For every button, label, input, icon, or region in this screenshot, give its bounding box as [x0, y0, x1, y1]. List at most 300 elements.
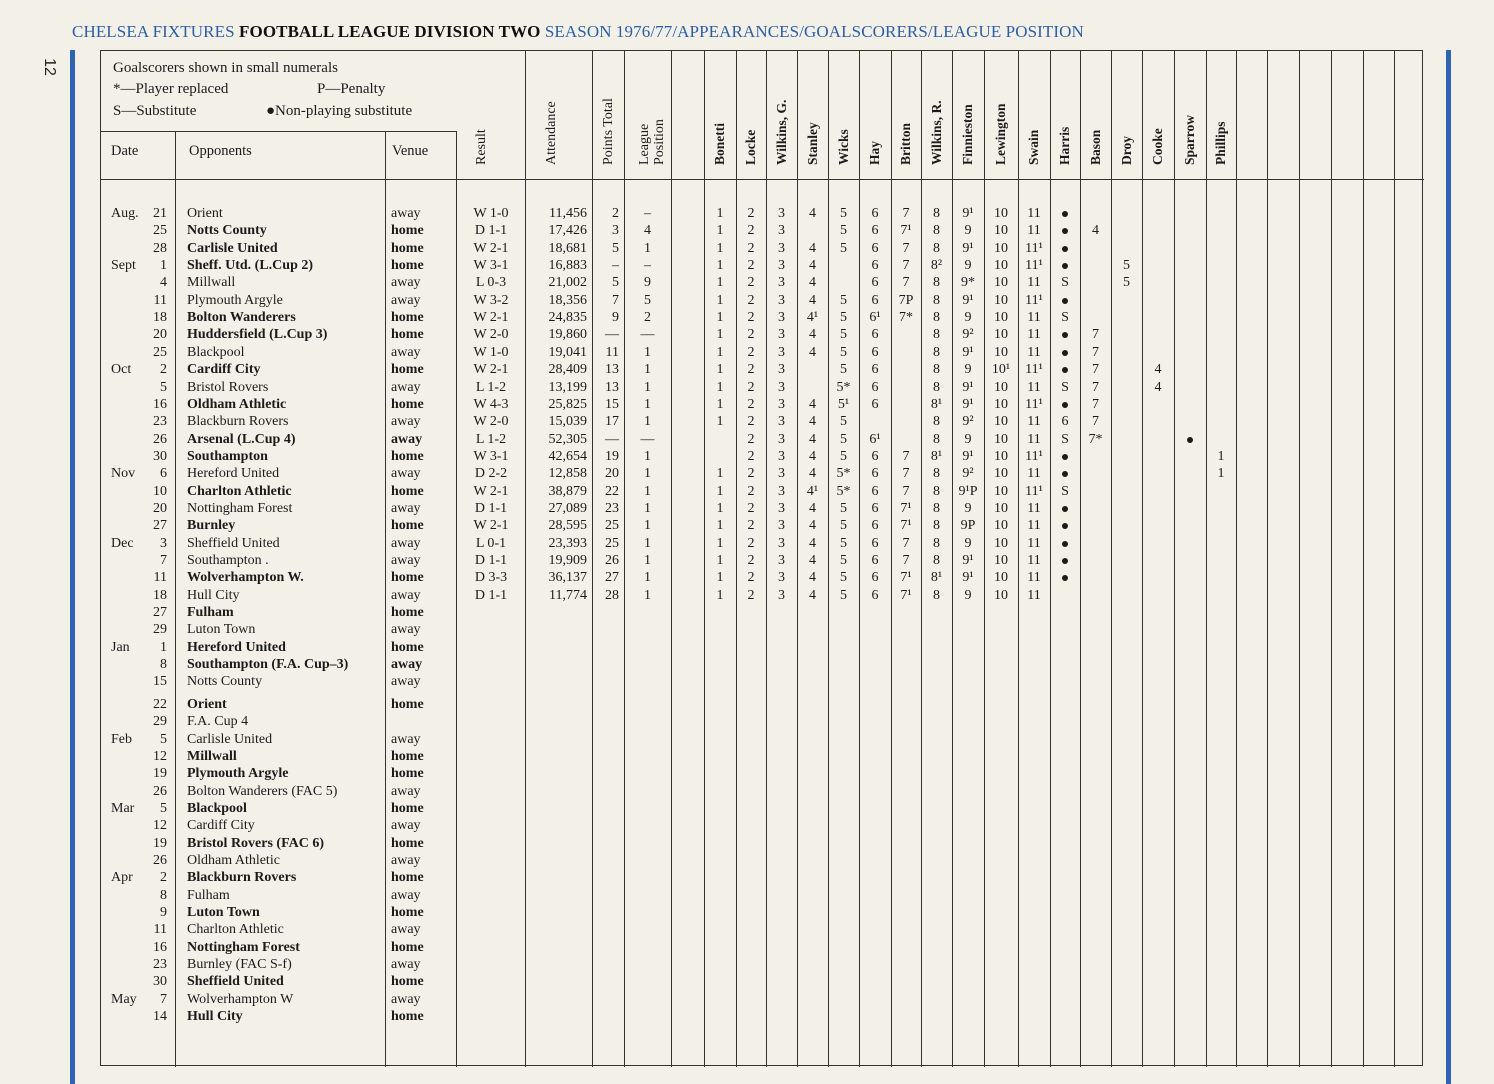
- grid-vertical-line: [1111, 51, 1112, 1067]
- player-appearance: 2: [747, 345, 755, 360]
- player-appearance: [1050, 205, 1080, 222]
- result: W 1-0: [473, 345, 509, 360]
- player-appearance: 9¹: [962, 206, 974, 221]
- points-total: 11: [605, 345, 619, 360]
- player-appearance: 2: [747, 241, 755, 256]
- player-appearance: 5*: [836, 484, 851, 499]
- player-appearance: 2: [747, 293, 755, 308]
- player-appearance: 11: [1027, 345, 1041, 360]
- player-appearance: 3: [778, 414, 785, 429]
- league-position: 5: [644, 293, 651, 308]
- result: W 2-0: [473, 414, 509, 429]
- venue: home: [391, 697, 424, 712]
- attendance: 18,356: [548, 293, 587, 308]
- league-position: 1: [644, 570, 651, 585]
- player-appearance: 11: [1027, 466, 1041, 481]
- player-appearance: 3: [778, 327, 785, 342]
- column-header-player: Bonetti: [712, 123, 727, 165]
- venue: away: [391, 853, 421, 868]
- league-position: —: [640, 327, 655, 342]
- player-appearance: 4: [809, 432, 816, 447]
- player-appearance: 6: [871, 206, 879, 221]
- column-header-player: Swain: [1026, 129, 1041, 165]
- player-appearance: 4: [1092, 223, 1099, 238]
- player-appearance: 3: [778, 241, 785, 256]
- player-appearance: 11: [1027, 536, 1041, 551]
- title-part-fixtures: CHELSEA FIXTURES: [72, 22, 235, 41]
- grid-vertical-line: [1299, 51, 1300, 1067]
- opponent-name: Blackburn Rovers: [187, 870, 297, 885]
- grid-horizontal-line: [101, 131, 456, 132]
- date-day: 3: [160, 536, 167, 551]
- player-appearance: 1: [716, 327, 724, 342]
- player-appearance: [1050, 535, 1080, 552]
- venue: away: [391, 657, 423, 672]
- player-appearance: 6¹: [869, 432, 881, 447]
- player-appearance: 7¹: [900, 588, 912, 603]
- date-day: 10: [153, 484, 167, 499]
- player-appearance: 9¹: [962, 345, 974, 360]
- player-appearance: 5: [840, 345, 847, 360]
- player-appearance: 9¹: [962, 570, 974, 585]
- points-total: 13: [605, 362, 619, 377]
- player-appearance: 8¹: [930, 570, 943, 585]
- player-appearance: 1: [716, 380, 724, 395]
- non-playing-dot-icon: [1062, 523, 1068, 529]
- points-total: 19: [605, 449, 619, 464]
- player-appearance: 3: [778, 310, 785, 325]
- attendance: 19,860: [548, 327, 587, 342]
- player-appearance: 9¹: [962, 397, 974, 412]
- league-position: 1: [644, 362, 651, 377]
- non-playing-dot-icon: [1062, 263, 1068, 269]
- venue: home: [391, 258, 424, 273]
- non-playing-dot-icon: [1062, 246, 1068, 252]
- player-appearance: 10: [994, 588, 1008, 603]
- player-appearance: 10: [994, 345, 1008, 360]
- opponent-name: Hull City: [187, 588, 240, 603]
- player-appearance: 5: [1123, 258, 1130, 273]
- player-appearance: 1: [716, 570, 724, 585]
- player-appearance: 6: [871, 223, 879, 238]
- player-appearance: [1050, 257, 1080, 274]
- venue: away: [391, 992, 421, 1007]
- date-day: 8: [160, 888, 167, 903]
- points-total: 27: [605, 570, 619, 585]
- date-day: 7: [160, 553, 167, 568]
- player-appearance: [1050, 552, 1080, 569]
- venue: home: [391, 870, 424, 885]
- date-day: 18: [153, 588, 167, 603]
- opponent-name: Huddersfield (L.Cup 3): [187, 327, 328, 342]
- opponent-name: Orient: [187, 206, 223, 221]
- result: W 3-2: [473, 293, 509, 308]
- non-playing-dot-icon: [1187, 437, 1193, 443]
- opponent-name: F.A. Cup 4: [187, 714, 249, 729]
- player-appearance: 7: [902, 466, 910, 481]
- league-position: –: [644, 206, 651, 221]
- venue: away: [391, 553, 421, 568]
- grid-vertical-line: [1142, 51, 1143, 1067]
- player-appearance: 5: [840, 206, 847, 221]
- player-appearance: 2: [747, 310, 755, 325]
- player-appearance: 5: [840, 518, 847, 533]
- points-total: —: [605, 432, 619, 447]
- attendance: 11,774: [549, 588, 587, 603]
- player-appearance: [1050, 292, 1080, 309]
- league-position: 1: [644, 466, 651, 481]
- date-day: 23: [153, 414, 167, 429]
- date-day: 20: [153, 501, 167, 516]
- date-month: Feb: [111, 732, 132, 747]
- venue: home: [391, 397, 424, 412]
- player-appearance: 11¹: [1025, 362, 1043, 377]
- date-day: 15: [153, 674, 167, 689]
- player-appearance: 4: [809, 293, 816, 308]
- player-appearance: 5: [840, 536, 847, 551]
- opponent-name: Hull City: [187, 1009, 243, 1024]
- player-appearance: 8: [933, 501, 940, 516]
- player-appearance: 6: [871, 241, 879, 256]
- player-appearance: 1: [716, 275, 724, 290]
- points-total: 25: [605, 536, 619, 551]
- opponent-name: Cardiff City: [187, 818, 255, 833]
- player-appearance: 3: [778, 223, 785, 238]
- column-header-points-total: Points Total: [601, 98, 616, 165]
- opponent-name: Hereford United: [187, 466, 280, 481]
- venue: away: [391, 536, 421, 551]
- player-appearance: 9: [964, 258, 972, 273]
- column-header-player: Sparrow: [1182, 114, 1197, 165]
- date-day: 5: [160, 380, 167, 395]
- result: W 1-0: [473, 206, 509, 221]
- opponent-name: Fulham: [187, 888, 230, 903]
- player-appearance: 5: [1123, 275, 1130, 290]
- grid-vertical-line: [1331, 51, 1332, 1067]
- date-day: 18: [153, 310, 167, 325]
- legend-replaced: *—Player replaced: [113, 81, 229, 97]
- opponent-name: Arsenal (L.Cup 4): [187, 432, 296, 447]
- player-appearance: 6: [871, 345, 879, 360]
- player-appearance: 1: [1217, 466, 1225, 481]
- player-appearance: 9¹: [962, 553, 974, 568]
- date-month: Jan: [111, 640, 130, 655]
- venue: away: [391, 206, 421, 221]
- player-appearance: 7: [1092, 345, 1099, 360]
- column-header-player: Wilkins, G.: [774, 99, 789, 165]
- venue: away: [391, 818, 421, 833]
- player-appearance: 7¹: [900, 570, 912, 585]
- player-appearance: 3: [778, 293, 785, 308]
- player-appearance: 11: [1027, 518, 1041, 533]
- player-appearance: 8: [933, 432, 940, 447]
- result: W 2-1: [473, 310, 509, 325]
- opponent-name: Fulham: [187, 605, 234, 620]
- player-appearance: 9²: [962, 466, 974, 481]
- attendance: 19,909: [548, 553, 587, 568]
- date-day: 11: [153, 293, 167, 308]
- player-appearance: 6: [871, 484, 879, 499]
- player-appearance: 3: [778, 397, 785, 412]
- date-day: 4: [160, 275, 167, 290]
- player-appearance: 8: [933, 327, 940, 342]
- venue: home: [391, 605, 424, 620]
- player-appearance: 1: [716, 345, 724, 360]
- player-appearance: [1050, 222, 1080, 239]
- grid-vertical-line: [525, 51, 526, 1067]
- attendance: 18,681: [548, 241, 587, 256]
- player-appearance: 10: [994, 432, 1008, 447]
- player-appearance: 11¹: [1025, 484, 1043, 499]
- legend-title: Goalscorers shown in small numerals: [113, 60, 338, 76]
- opponent-name: Luton Town: [187, 622, 256, 637]
- player-appearance: 10: [994, 553, 1008, 568]
- player-appearance: 2: [747, 327, 755, 342]
- non-playing-dot-icon: [1062, 558, 1068, 564]
- opponent-name: Wolverhampton W: [187, 992, 294, 1007]
- venue: home: [391, 766, 424, 781]
- venue: home: [391, 570, 424, 585]
- result: W 2-1: [473, 518, 509, 533]
- date-month: Apr: [111, 870, 133, 885]
- player-appearance: 3: [778, 570, 785, 585]
- date-day: 2: [160, 362, 167, 377]
- player-appearance: 1: [716, 518, 724, 533]
- player-appearance: 7: [902, 449, 910, 464]
- points-total: 28: [605, 588, 619, 603]
- attendance: 23,393: [548, 536, 587, 551]
- opponent-name: Bolton Wanderers (FAC 5): [187, 784, 338, 799]
- legend-non-playing: ●Non-playing substitute: [266, 103, 413, 119]
- player-appearance: [1050, 344, 1080, 361]
- column-header-player: Britton: [898, 123, 913, 165]
- league-position: 1: [644, 397, 651, 412]
- player-appearance: 4: [809, 241, 816, 256]
- non-playing-dot-icon: [1062, 332, 1068, 338]
- opponent-name: Southampton: [187, 449, 268, 464]
- player-appearance: 9P: [960, 518, 976, 533]
- player-appearance: 7: [902, 536, 910, 551]
- opponent-name: Southampton (F.A. Cup–3): [187, 657, 349, 672]
- player-appearance: 6: [871, 380, 879, 395]
- player-appearance: 5: [840, 223, 847, 238]
- player-appearance: 7*: [1088, 432, 1103, 447]
- league-position: 1: [644, 588, 651, 603]
- player-appearance: 4: [809, 345, 816, 360]
- player-appearance: 3: [778, 536, 785, 551]
- player-appearance: [1050, 326, 1080, 343]
- player-appearance: 8: [933, 484, 940, 499]
- opponent-name: Charlton Athletic: [187, 922, 284, 937]
- league-position: —: [640, 432, 655, 447]
- player-appearance: 11: [1027, 380, 1041, 395]
- player-appearance: 11: [1027, 310, 1041, 325]
- date-day: 29: [153, 714, 167, 729]
- opponent-name: Nottingham Forest: [187, 501, 293, 516]
- player-appearance: 3: [778, 380, 785, 395]
- player-appearance: 6: [1061, 414, 1069, 429]
- player-appearance: 8: [933, 553, 940, 568]
- opponent-name: Wolverhampton W.: [187, 570, 304, 585]
- player-appearance: S: [1061, 275, 1069, 290]
- league-position: 2: [644, 310, 651, 325]
- player-appearance: 9²: [962, 414, 974, 429]
- non-playing-dot-icon: [1062, 350, 1068, 356]
- player-appearance: 1: [716, 553, 724, 568]
- venue: away: [391, 784, 421, 799]
- column-header-result: Result: [474, 129, 489, 165]
- opponent-name: Nottingham Forest: [187, 940, 300, 955]
- venue: home: [391, 362, 424, 377]
- date-day: 21: [153, 206, 167, 221]
- opponent-name: Bristol Rovers: [187, 380, 269, 395]
- player-appearance: 5: [840, 310, 847, 325]
- player-appearance: 6¹: [869, 310, 881, 325]
- player-appearance: 4: [809, 588, 816, 603]
- player-appearance: 8: [933, 206, 940, 221]
- date-month: Oct: [111, 362, 132, 377]
- player-appearance: 10: [994, 206, 1008, 221]
- player-appearance: 2: [747, 570, 755, 585]
- league-position: 1: [644, 484, 651, 499]
- league-position: 1: [644, 501, 651, 516]
- attendance: 38,879: [548, 484, 587, 499]
- player-appearance: 4: [809, 258, 816, 273]
- attendance: 15,039: [548, 414, 587, 429]
- player-appearance: 10: [994, 536, 1008, 551]
- player-appearance: 10: [994, 275, 1008, 290]
- date-day: 25: [153, 345, 167, 360]
- date-month: Mar: [111, 801, 135, 816]
- date-day: 27: [153, 518, 167, 533]
- player-appearance: 6: [871, 362, 879, 377]
- player-appearance: 8¹: [930, 449, 943, 464]
- venue: away: [391, 501, 421, 516]
- date-month: Sept: [111, 258, 136, 273]
- venue: away: [391, 622, 421, 637]
- player-appearance: 9: [964, 536, 972, 551]
- non-playing-dot-icon: [1062, 211, 1068, 217]
- player-appearance: [1050, 240, 1080, 257]
- opponent-name: Charlton Athletic: [187, 484, 292, 499]
- column-header-player: Bason: [1088, 129, 1103, 165]
- player-appearance: 10: [994, 241, 1008, 256]
- player-appearance: 4: [809, 449, 816, 464]
- date-day: 26: [153, 853, 167, 868]
- result: D 3-3: [474, 570, 508, 585]
- date-day: 12: [153, 749, 167, 764]
- player-appearance: 8: [933, 536, 940, 551]
- player-appearance: 9¹: [962, 449, 974, 464]
- player-appearance: 5*: [836, 466, 851, 481]
- player-appearance: 5: [840, 570, 847, 585]
- opponent-name: Cardiff City: [187, 362, 261, 377]
- player-appearance: 1: [716, 414, 724, 429]
- date-month: May: [111, 992, 137, 1007]
- player-appearance: 4: [1154, 380, 1162, 395]
- non-playing-dot-icon: [1062, 541, 1068, 547]
- points-total: 22: [605, 484, 619, 499]
- player-appearance: 10: [994, 484, 1008, 499]
- opponent-name: Sheffield United: [187, 536, 280, 551]
- date-month: Aug.: [111, 206, 139, 221]
- opponent-name: Oldham Athletic: [187, 853, 280, 868]
- points-total: –: [612, 258, 619, 273]
- opponent-name: Hereford United: [187, 640, 286, 655]
- player-appearance: 6: [871, 293, 879, 308]
- date-day: 28: [153, 241, 167, 256]
- points-total: 2: [612, 206, 619, 221]
- date-month: Nov: [111, 466, 136, 481]
- player-appearance: 2: [747, 518, 755, 533]
- player-appearance: 4: [809, 466, 816, 481]
- venue: home: [391, 518, 424, 533]
- player-appearance: 10: [994, 310, 1008, 325]
- legend-penalty: P—Penalty: [317, 81, 386, 97]
- league-position-line1: League: [637, 123, 652, 165]
- player-appearance: 11¹: [1025, 293, 1043, 308]
- grid-vertical-line: [1267, 51, 1268, 1067]
- fixtures-table: [100, 50, 1423, 1066]
- player-appearance: 2: [747, 414, 755, 429]
- column-header-player: Wicks: [836, 129, 851, 165]
- player-appearance: 1: [716, 206, 724, 221]
- player-appearance: 11: [1027, 327, 1041, 342]
- player-appearance: 7*: [899, 310, 913, 325]
- opponent-name: Southampton .: [187, 553, 269, 568]
- venue: away: [391, 293, 421, 308]
- player-appearance: 7P: [898, 293, 914, 308]
- result: W 2-0: [473, 327, 509, 342]
- player-appearance: 11¹: [1025, 241, 1043, 256]
- player-appearance: 4: [809, 570, 816, 585]
- attendance: 16,883: [548, 258, 587, 273]
- player-appearance: 2: [747, 588, 755, 603]
- player-appearance: 10: [994, 466, 1008, 481]
- result: W 3-1: [473, 449, 509, 464]
- player-appearance: 7: [1092, 397, 1099, 412]
- grid-vertical-line: [456, 131, 457, 1067]
- date-day: 1: [160, 258, 167, 273]
- player-appearance: 1: [716, 362, 724, 377]
- date-day: 16: [153, 397, 167, 412]
- player-appearance: 4: [809, 206, 816, 221]
- player-appearance: 3: [778, 466, 785, 481]
- player-appearance: 11: [1027, 553, 1041, 568]
- league-position: 1: [644, 241, 651, 256]
- player-appearance: 4: [809, 397, 816, 412]
- grid-vertical-line: [1206, 51, 1207, 1067]
- player-appearance: 11: [1027, 501, 1041, 516]
- player-appearance: 5: [840, 588, 847, 603]
- player-appearance: 11: [1027, 432, 1041, 447]
- column-header-player: Stanley: [805, 122, 820, 165]
- column-header-player: Wilkins, R.: [929, 100, 944, 165]
- player-appearance: 11¹: [1025, 397, 1043, 412]
- player-appearance: 10: [994, 414, 1008, 429]
- player-appearance: 6: [871, 501, 879, 516]
- attendance: 24,835: [548, 310, 587, 325]
- player-appearance: 7: [1092, 327, 1099, 342]
- attendance: 52,305: [548, 432, 587, 447]
- player-appearance: 7: [902, 206, 910, 221]
- player-appearance: 9¹: [962, 380, 974, 395]
- player-appearance: 10: [994, 501, 1008, 516]
- league-position: 1: [644, 345, 651, 360]
- points-total: 5: [612, 275, 619, 290]
- player-appearance: 2: [747, 536, 755, 551]
- column-header-attendance: Attendance: [544, 101, 559, 165]
